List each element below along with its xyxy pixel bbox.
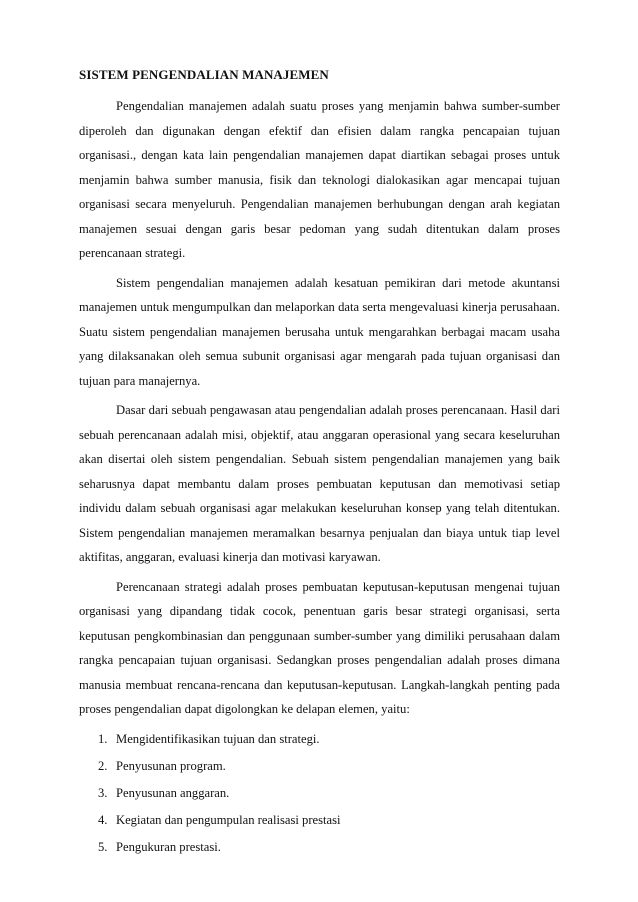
list-item <box>79 727 560 752</box>
list-item <box>79 808 560 833</box>
document-title: SISTEM PENGENDALIAN MANAJEMEN <box>79 67 329 82</box>
paragraph: Pengendalian manajemen adalah suatu proses yang menjamin bahwa sumber-sumber diperoleh dan digunakan dengan efektif dan efisien dalam rangka pencapaian tujuan organisasi., dengan kata lain pengendalian manajemen dapat diartikan sebagai proses untuk menjamin bahwa sumber manusia, fisik dan teknologi dialokasikan agar mencapai tujuan organisasi secara menyeluruh. Pengendalian manajemen berhubungan dengan arah kegiatan manajemen sesuai dengan garis besar pedoman yang sudah ditentukan dalam proses perencanaan strategi. <box>79 99 560 260</box>
list-item <box>79 835 560 860</box>
list-item-text: Mengidentifikasikan tujuan dan strategi. <box>116 731 320 746</box>
list-item-text: Penyusunan anggaran. <box>116 785 230 800</box>
paragraph: Perencanaan strategi adalah proses pembuatan keputusan-keputusan mengenai tujuan organisasi yang dipandang tidak cocok, penentuan garis besar strategi organisasi, serta keputusan pengkombinasian dan penggunaan sumber-sumber yang dimiliki perusahaan dalam rangka pencapaian tujuan organisasi. Sedangkan proses pengendalian adalah proses dimana manusia membuat rencana-rencana dan keputusan-keputusan. Langkah-langkah penting pada proses pengendalian dapat digolongkan ke delapan elemen, yaitu: <box>79 579 560 716</box>
numbered-list <box>79 727 560 860</box>
paragraph: Dasar dari sebuah pengawasan atau pengendalian adalah proses perencanaan. Hasil dari sebuah perencanaan adalah misi, objektif, atau anggaran operasional yang secara keseluruhan akan disertai oleh sistem pengendalian. Sebuah sistem pengendalian manajemen yang baik seharusnya dapat membantu dalam proses pembuatan keputusan dan memotivasi setiap individu dalam sebuah organisasi agar melakukan keseluruhan konsep yang telah ditentukan. Sistem pengendalian manajemen meramalkan besarnya penjualan dan biaya untuk tiap level aktifitas, anggaran, evaluasi kinerja dan motivasi karyawan. <box>79 403 560 564</box>
paragraph: Sistem pengendalian manajemen adalah kesatuan pemikiran dari metode akuntansi manajemen untuk mengumpulkan dan melaporkan data serta mengevaluasi kinerja perusahaan. Suatu sistem pengendalian manajemen berusaha untuk mengarahkan berbagai macam usaha yang dilaksanakan oleh semua subunit organisasi agar mengarah pada tujuan organisasi dan tujuan para manajernya. <box>79 275 560 388</box>
list-item-number: 1. <box>98 731 108 746</box>
document-page <box>79 66 560 862</box>
list-item-text: Pengukuran prestasi. <box>116 839 221 854</box>
list-item-number: 3. <box>98 785 108 800</box>
list-item-text: Penyusunan program. <box>116 758 226 773</box>
list-item <box>79 781 560 806</box>
list-item <box>79 754 560 779</box>
list-item-number: 5. <box>98 839 108 854</box>
list-item-text: Kegiatan dan pengumpulan realisasi prestasi <box>116 812 341 827</box>
list-item-number: 4. <box>98 812 108 827</box>
list-item-number: 2. <box>98 758 108 773</box>
